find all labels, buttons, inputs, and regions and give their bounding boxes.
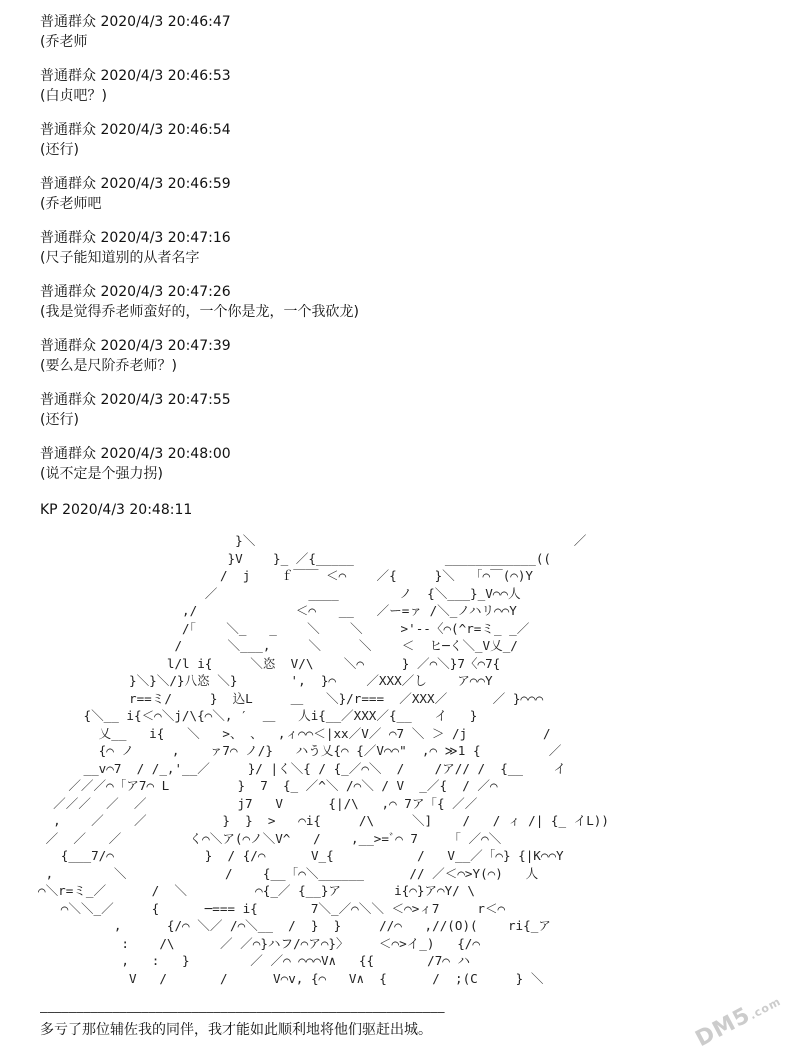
message-meta: 普通群众 2020/4/3 20:47:55 <box>40 392 231 408</box>
chat-message <box>40 120 780 174</box>
watermark-domain: .com <box>747 994 784 1023</box>
message-text: (白贞吧？) <box>40 88 107 104</box>
message-meta: 普通群众 2020/4/3 20:47:39 <box>40 338 231 354</box>
chat-message <box>40 174 780 228</box>
message-text: (说不定是个强力拐) <box>40 466 163 482</box>
message-meta: 普通群众 2020/4/3 20:47:16 <box>40 230 231 246</box>
kp-meta: KP 2020/4/3 20:48:11 <box>40 502 193 518</box>
message-text: (要么是尺阶乔老师？) <box>40 358 177 374</box>
chat-message <box>40 444 780 498</box>
message-text: (乔老师吧 <box>40 196 102 212</box>
message-text: (还行) <box>40 142 79 158</box>
chat-message <box>40 336 780 390</box>
message-text: (还行) <box>40 412 79 428</box>
message-meta: 普通群众 2020/4/3 20:46:47 <box>40 14 231 30</box>
chat-message <box>40 12 780 66</box>
message-meta: 普通群众 2020/4/3 20:46:59 <box>40 176 231 192</box>
caption-text: 多亏了那位辅佐我的同伴，我才能如此顺利地将他们驱赶出城。 <box>40 1022 432 1038</box>
message-text: (乔老师 <box>40 34 88 50</box>
message-text: (尺子能知道别的从者名字 <box>40 250 200 266</box>
message-text: (我是觉得乔老师蛮好的，一个你是龙，一个我砍龙) <box>40 304 359 320</box>
chat-log <box>40 12 780 498</box>
separator-line: ———————————————————————————————————————————————————————— <box>40 1005 445 1019</box>
ascii-art: }＼ ／ }V }_ ／{_____ ____________(( / j ｆ￣￣ ＜⌒ ／{ }＼ 「⌒￣(⌒)Y ／ ____ ノ {＼___}_V⌒⌒人 ,/ ＜⌒ __ ／ー=ァ /＼_ノハリ⌒⌒Y /｢ ＼_ _ ＼ ＼ >'‐-〈⌒(^r=ミ_ _／ / ＼___, ＼ ＼ ＜ ヒ─く＼_V乂_/ l/l i{ ＼恣 V/\ ＼⌒ } ／⌒＼}7〈⌒7{ }＼}＼/}八恣 ＼} ', }⌒ ／XXX／し ア⌒⌒Y r==ミ/ } 込L ＿ ＼}/r=== ／XXX／ ／ }⌒⌒⌒ {＼__ i{＜⌒＼j/\{⌒＼, ′ ＿ 人i{__／XXX／{__ イ } 乂__ i{ ＼ >、 、 ,ィ⌒⌒＜|xx／V／ ⌒7 ＼ ＞ /j / {⌒ ノ , ァ7⌒ ノ/} ハう乂{⌒ {／V⌒⌒" ,⌒ ≫1 { ／ __v⌒7 / /_,'__／ }/ |く＼{ / {_／⌒＼ / /ア// / {__ イ ／／／⌒「ア7⌒ L } 7 {_ ／^＼ /⌒＼ / V _／{ / ／⌒ ／／／ ／ ／ j7 V {|/\ ,⌒ 7ア「{ ／／ , ／ ／ } } > ⌒i{ /\ ＼] / / ィ /| {_ イL)) ／ ／ ／ く⌒＼ア(⌒ノ＼V^ / ,__>=ﾞ⌒ 7 「 ／⌒＼ {___7/⌒ } / {/⌒ V_{ / V__／「⌒} {|K⌒⌒Y , ＼ / {__「⌒＼______ // ／＜⌒>Y(⌒) 人 ⌒＼r=ミ_／ / ＼ ⌒{_／ {__}ア i{⌒}ア⌒Y/ \ ⌒＼＼_／ { ─=== i{ 7＼_／⌒＼＼ ＜⌒>ィ7 r＜⌒ , {/⌒ ＼／ /⌒＼__ / } } //⌒ ,//(O)( ri{_ア : /\ ／ ／⌒}ハフ/⌒ア⌒}〉 ＜⌒>イ_) {/⌒ , : } ／ ／⌒ ⌒⌒⌒V∧ {{ /7⌒ ハ V / / V⌒v, {⌒ V∧ { / ;(C } ＼ <box>38 533 609 986</box>
chat-message <box>40 66 780 120</box>
message-meta: 普通群众 2020/4/3 20:48:00 <box>40 446 231 462</box>
message-meta: 普通群众 2020/4/3 20:47:26 <box>40 284 231 300</box>
message-meta: 普通群众 2020/4/3 20:46:53 <box>40 68 231 84</box>
chat-message <box>40 390 780 444</box>
message-meta: 普通群众 2020/4/3 20:46:54 <box>40 122 231 138</box>
chat-message <box>40 228 780 282</box>
watermark-brand: DM5 <box>691 1002 755 1052</box>
chat-message <box>40 282 780 336</box>
